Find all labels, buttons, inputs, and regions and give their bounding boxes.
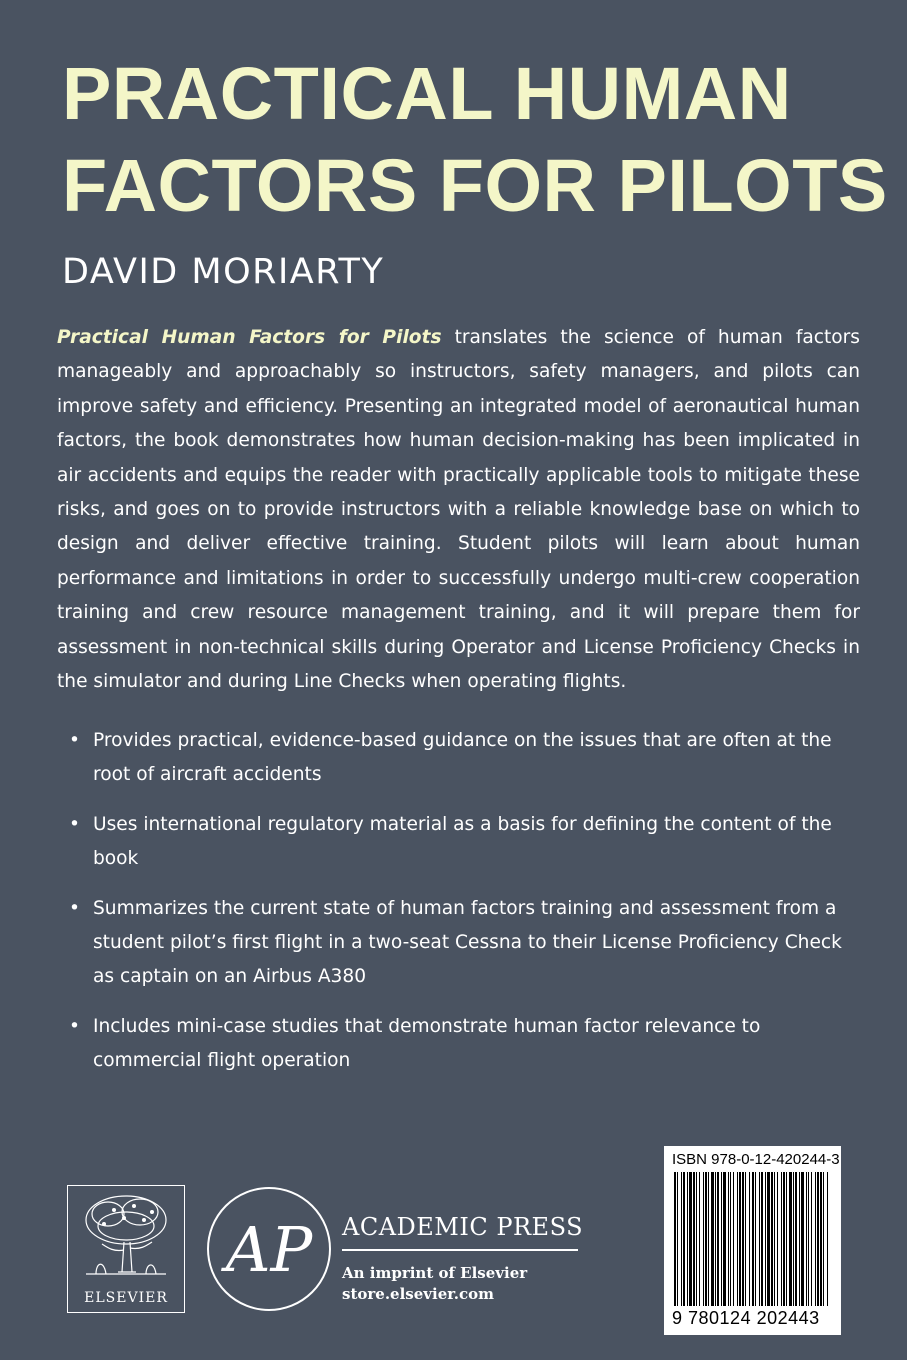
barcode-bar — [808, 1172, 809, 1306]
barcode-bar — [749, 1172, 750, 1306]
academic-press-logo — [205, 1185, 333, 1313]
isbn-barcode — [664, 1146, 841, 1335]
barcode-number: 9 780124 202443 — [672, 1308, 820, 1328]
barcode-bar — [789, 1172, 792, 1306]
barcode-bar — [715, 1172, 716, 1306]
barcode-bar — [752, 1172, 754, 1306]
barcode-bar — [799, 1172, 800, 1306]
barcode-bar — [705, 1172, 707, 1306]
bullet-icon: • — [69, 813, 80, 835]
list-item — [57, 1010, 857, 1079]
barcode-bar — [811, 1172, 812, 1306]
list-item — [57, 724, 857, 793]
barcode-bar — [806, 1172, 807, 1306]
barcode-bar — [723, 1172, 726, 1306]
barcode-bar — [696, 1172, 697, 1306]
barcode-bar — [783, 1172, 785, 1306]
barcode-bar — [742, 1172, 744, 1306]
barcode-bar — [761, 1172, 763, 1306]
barcode-bar — [759, 1172, 760, 1306]
barcode-bar — [703, 1172, 704, 1306]
barcode-bar — [721, 1172, 722, 1306]
list-item — [57, 892, 857, 995]
barcode-bar — [689, 1172, 692, 1306]
barcode-bar — [801, 1172, 804, 1306]
barcode-bar — [728, 1172, 729, 1306]
barcode-bar — [708, 1172, 709, 1306]
title-line-2: FACTORS FOR PILOTS — [62, 144, 888, 227]
barcode-bar — [827, 1172, 828, 1306]
description-book-title: Practical Human Factors for Pilots — [57, 327, 442, 348]
feature-list — [57, 724, 857, 1094]
barcode-bar — [717, 1172, 719, 1306]
barcode-bar — [683, 1172, 685, 1306]
barcode-bar — [786, 1172, 787, 1306]
barcode-bar — [823, 1172, 824, 1306]
list-item-text: Uses international regulatory material as a basis for defining the content of the book — [93, 813, 832, 870]
barcode-bar — [730, 1172, 731, 1306]
barcode-bar — [693, 1172, 695, 1306]
barcode-bar — [793, 1172, 794, 1306]
description-text: translates the science of human factors manageably and approachably so instructors, safety managers, and pilots can improve safety and efficiency. Presenting an integrated model of aeronautical human factors, the book demonstrates how human decision-making has been implicated in air accidents and equips the reader with practically applicable tools to mitigate these risks, and goes on to provide instructors with a reliable knowledge base on which to design and deliver effective training. Student pilots will learn about human performance and limitations in order to successfully undergo multi-crew cooperation training and crew resource management training, and it will prepare them for assessment in non-technical skills during Operator and License Proficiency Checks in the simulator and during Line Checks when operating flights. — [57, 327, 860, 693]
book-title — [62, 48, 892, 232]
barcode-bar — [817, 1172, 819, 1306]
author-name: DAVID MORIARTY — [62, 252, 385, 292]
barcode-bar — [777, 1172, 778, 1306]
bullet-icon: • — [69, 897, 80, 919]
elsevier-tree-icon — [74, 1190, 178, 1282]
list-item-text: Includes mini-case studies that demonstrate human factor relevance to commercial flight operation — [93, 1015, 761, 1072]
list-item-text: Provides practical, evidence-based guidance on the issues that are often at the root of aircraft accidents — [93, 730, 832, 786]
barcode-bar — [737, 1172, 738, 1306]
elsevier-logo — [67, 1185, 185, 1313]
barcode-bar — [795, 1172, 797, 1306]
barcode-bar — [765, 1172, 766, 1306]
barcode-bar — [771, 1172, 773, 1306]
publisher-imprint: An imprint of Elsevier — [342, 1264, 528, 1282]
bullet-icon: • — [69, 1015, 80, 1037]
barcode-bar — [681, 1172, 682, 1306]
list-item-text: Summarizes the current state of human factors training and assessment from a student pilot’s first flight in a two-seat Cessna to their License Proficiency Check as captain on an Airbus A380 — [93, 897, 842, 988]
bullet-icon: • — [69, 730, 80, 751]
barcode-bars — [672, 1172, 833, 1306]
barcode-bar — [739, 1172, 741, 1306]
elsevier-wordmark: ELSEVIER — [84, 1290, 168, 1306]
ap-logo-text: AP — [225, 1213, 313, 1286]
publisher-name: ACADEMIC PRESS — [342, 1213, 584, 1241]
barcode-bar — [674, 1172, 676, 1306]
barcode-bar — [677, 1172, 678, 1306]
barcode-bar — [733, 1172, 734, 1306]
publisher-website: store.elsevier.com — [342, 1285, 494, 1303]
barcode-bar — [745, 1172, 746, 1306]
barcode-bar — [781, 1172, 782, 1306]
barcode-bar — [699, 1172, 700, 1306]
barcode-bar — [774, 1172, 775, 1306]
list-item — [57, 808, 857, 877]
publisher-divider — [342, 1249, 578, 1251]
barcode-bar — [711, 1172, 714, 1306]
title-line-1: PRACTICAL HUMAN — [62, 52, 792, 135]
publisher-info — [342, 1213, 583, 1305]
isbn-label: ISBN 978-0-12-420244-3 — [672, 1151, 840, 1168]
barcode-bar — [820, 1172, 822, 1306]
barcode-bar — [767, 1172, 770, 1306]
barcode-bar — [755, 1172, 756, 1306]
barcode-bar — [687, 1172, 688, 1306]
book-description — [57, 321, 860, 699]
barcode-bar — [815, 1172, 816, 1306]
